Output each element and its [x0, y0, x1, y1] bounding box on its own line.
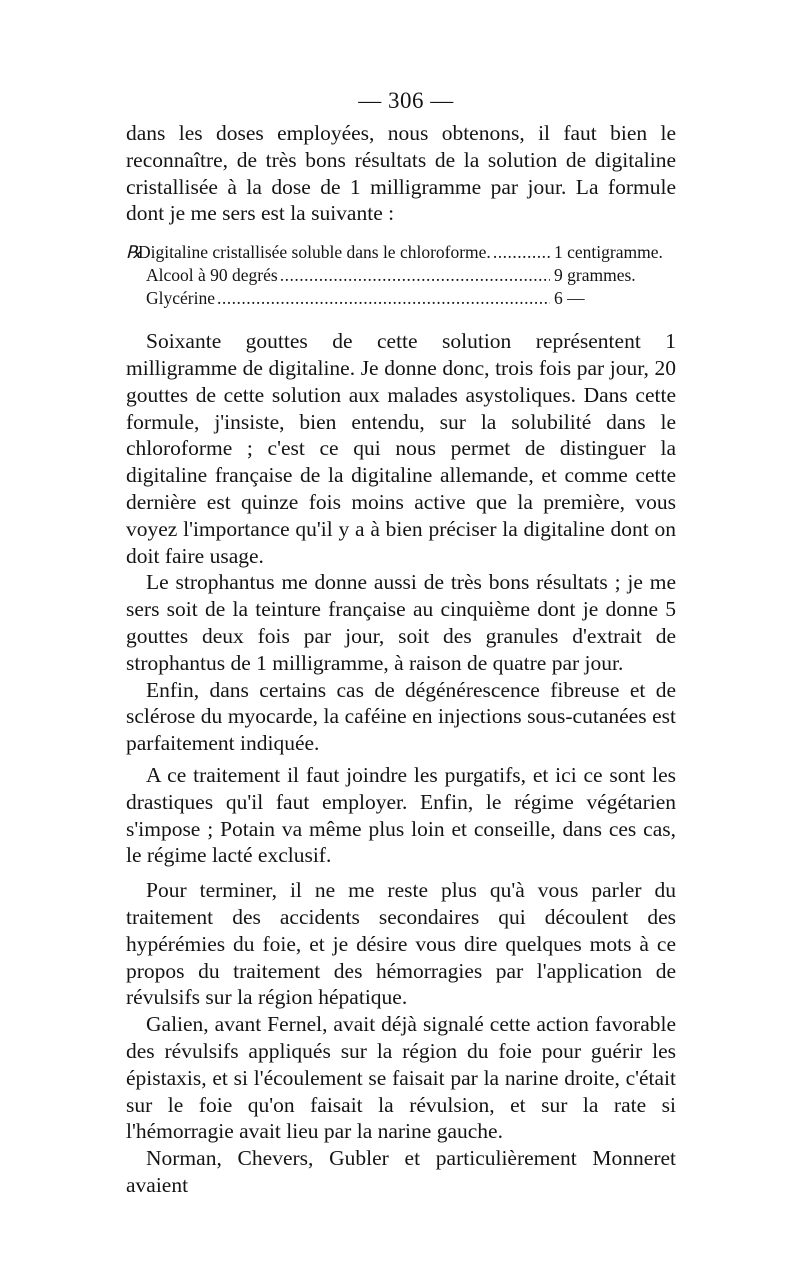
paragraph-hemorragies: Pour terminer, il ne me reste plus qu'à vous parler du traitement des accidents secondaires qui découlent des hypérémies du foie, et je désire vous dire quelques mots à ce propos du traitement des hémorragies par l'application de révulsifs sur la région hépatique. — [126, 878, 676, 1010]
recipe-item-name: Alcool à 90 degrés — [146, 265, 278, 286]
dot-leader — [493, 241, 550, 264]
recipe-formula — [126, 241, 676, 310]
recipe-item — [126, 264, 676, 287]
recipe-item-quantity: 1 centigramme. — [554, 242, 663, 263]
paragraph-purgatifs: A ce traitement il faut joindre les purgatifs, et ici ce sont les drastiques qu'il faut employer. Enfin, le régime végétarien s'impose ; Potain va même plus loin et conseille, dans ces cas, le régime lacté exclusif. — [126, 762, 676, 868]
body-text — [126, 120, 676, 1199]
recipe-item-name: Glycérine — [146, 288, 215, 309]
recipe-item-quantity: 9 grammes. — [554, 265, 636, 286]
recipe-item-quantity: 6 — — [554, 288, 585, 309]
paragraph-strophantus: Le strophantus me donne aussi de très bons résultats ; je me sers soit de la teinture française au cinquième dont je donne 5 gouttes deux fois par jour, soit des granules d'extrait de strophantus de 1 milligramme, à raison de quatre par jour. — [126, 570, 676, 675]
recipe-item — [126, 241, 676, 264]
paragraph-cafeine: Enfin, dans certains cas de dégénérescence fibreuse et de sclérose du myocarde, la caféine en injections sous-cutanées est parfaitement indiquée. — [126, 677, 676, 756]
paragraph-norman: Norman, Chevers, Gubler et particulièrement Monneret avaient — [126, 1146, 676, 1197]
page-number: — 306 — — [358, 88, 454, 113]
paragraph-digitaline: Soixante gouttes de cette solution représentent 1 milligramme de digitaline. Je donne donc, trois fois par jour, 20 gouttes de cette solution aux malades asystoliques. Dans cette formule, j'insiste, bien entendu, sur la solubilité dans le chloroforme ; c'est ce qui nous permet de distinguer la digitaline française de la digitaline allemande, et comme cette dernière est quinze fois moins active que la première, vous voyez l'importance qu'il y a à bien préciser la digitaline dont on doit faire usage. — [126, 329, 676, 568]
recipe-item-name: Digitaline cristallisée soluble dans le chloroforme. — [138, 242, 491, 263]
recipe-symbol-icon: ℞ — [126, 242, 142, 263]
paragraph-intro: dans les doses employées, nous obtenons, il faut bien le reconnaître, de très bons résultats de la solution de digitaline cristallisée à la dose de 1 milligramme par jour. La formule dont je me sers est la suivante : — [126, 121, 676, 226]
paragraph-galien: Galien, avant Fernel, avait déjà signalé cette action favorable des révulsifs appliqués sur la région du foie pour guérir les épistaxis, et si l'écoulement se faisait par la narine droite, c'était sur le foie qu'on faisait la révulsion, et sur la rate si l'hémorragie avait lieu par la narine gauche. — [126, 1012, 676, 1144]
dot-leader — [217, 287, 550, 310]
dot-leader — [280, 264, 550, 287]
recipe-item — [126, 287, 676, 310]
